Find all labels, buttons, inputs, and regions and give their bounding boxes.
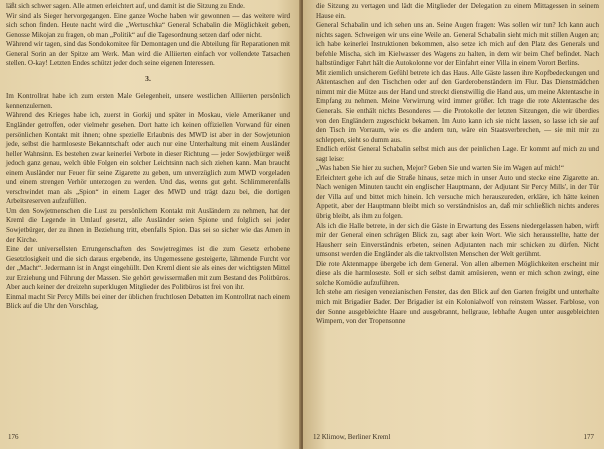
section-heading: 3. (145, 73, 151, 83)
right-page (303, 0, 604, 449)
paragraph: Im Kontrollrat habe ich zum ersten Male Gelegenheit, unsere westlichen Alliierten persönlich kennenzulernen. (6, 92, 290, 110)
paragraph: „Was haben Sie hier zu suchen, Mejor? Geben Sie und warten Sie im Wagen auf mich!“ (316, 164, 565, 173)
paragraph: Wir sind als Sieger hervorgegangen. Eine ganze Woche haben wir gewonnen — das weitere wird sich schon finden. Heute nacht wird die „Wertuschka“ General Schabalin die Möglichkeit geben, Genosse Mikojan zu fragen, ob man „Politik“ auf die Tagesordnung setzen darf oder nicht. (6, 11, 290, 39)
page-number-right: 177 (583, 433, 594, 441)
paragraph: Endlich erlöst General Schabalin selbst mich aus der peinlichen Lage. Er kommt auf mich zu und sagt leise: (316, 145, 599, 163)
paragraph: Während wir tagen, sind das Sondokomitee für Demontagen und die Abteilung für Reparationen mit General Sorin an der Spitze am Werk. Man wird die Alliierten einfach vor vollendete Tatsachen stellen. O-kay! Letzten Endes schützt jeder doch seine eigenen Interessen. (6, 40, 290, 68)
paragraph: Ich stehe am riesigen venezianischen Fenster, das den Blick auf den Garten freigibt und unterhalte mich mit Brigadier Bader. Der Brigadier ist ein Kolonialwolf von reinstem Wasser. Farblose, von der Sonne ausgebleichte Haare und ausgebrannt, hellgraue, lebhafte Augen unter ausgebleichten Wimpern, von der Tropensonne (316, 288, 599, 326)
paragraph: Während des Krieges habe ich, zuerst in Gorkij und später in Moskau, viele Amerikaner und Engländer getroffen, oder vielmehr gesehen. Dort hatte ich keinen offiziellen Vorwand für einen persönlichen Kontakt mit ihnen; ohne spezielle Erlaubnis des MWD ist aber in der Sowjetunion jede, selbst die harmloseste Bekanntschaft oder auch nur eine Unterhaltung mit einem Ausländer heller Wahnsinn. Es bestehen zwar keinerlei Verbote in dieser Richtung — jeder Sowjetbürger weiß jedoch ganz genau, welch üble Folgen ein solcher Leichtsinn nach sich ziehen kann. Man braucht einem Ausländer nur Feuer für seine Zigarette zu geben, um unverzüglich zum MWD vorgeladen und einem strengen Verhör unterzogen zu werden. Und das, wenns gut geht. Schlimmerenfalls verschwindet man als „Spion“ in einem Lager des MWD und trägt dazu bei, die dortigen Arbeitsreserven aufzufüllen. (6, 111, 290, 206)
right-page-text (316, 2, 599, 327)
signature-mark: 12 Klimow, Berliner Kreml (313, 433, 391, 441)
paragraph: die Sitzung zu vertagen und lädt die Mitglieder der Delegation zu einem Mittagessen in seinem Hause ein. (316, 2, 599, 20)
paragraph: Als ich die Halle betrete, in der sich die Gäste in Erwartung des Essens niedergelassen haben, wirft mir der General einen schrägen Blick zu, sagt aber kein Wort. Wie sich herausstellte, hatte der Hausherr sein Einverständnis erbeten, seinen Adjutanten nach mir schicken zu dürfen. Nicht umsonst werden die Engländer als die taktvollsten Menschen der Welt gerühmt. (316, 221, 599, 259)
left-page-text (6, 2, 290, 312)
left-page (0, 0, 301, 449)
page-number-left: 176 (8, 433, 19, 441)
paragraph: Um den Sowjetmenschen die Lust zu persönlichem Kontakt mit Ausländern zu nehmen, hat der Kreml die Legende in Umlauf gesetzt, alle Ausländer seien Spione und folglich sei jeder Sowjetbürger, der zu ihnen in Beziehung tritt, ebenfalls Spion. Das sei so sicher wie das Amen in der Kirche. (6, 206, 290, 244)
paragraph: läßt sich schwer sagen. Alle atmen erleichtert auf, und damit ist die Sitzung zu Ende. (6, 2, 245, 10)
paragraph: Einmal macht Sir Percy Mills bei einer der üblichen fruchtlosen Debatten im Kontrollrat nach einem Blick auf die Uhr den Vorschlag, (6, 292, 290, 311)
paragraph: Mit ziemlich unsicherem Gefühl betrete ich das Haus. Alle Gäste lassen ihre Kopfbedeckungen und Aktentaschen auf den Tischchen oder auf den Garderobenständern im Flur. Das Dienstmädchen nimmt mir die Mütze aus der Hand und streckt dienstwillig die Hand aus, um meine Aktentasche in Empfang zu nehmen. Meine Verwirrung wird immer größer. Ich trage die rote Aktentasche des Generals. Sie enthält nichts Besonderes — die Protokolle der letzten Sitzungen, die wir überdies von den Engländern zugeschickt bekamen. Im Auto kann ich sie nicht lassen, so lasse ich sie auf den Tisch im Vorraum, wie es die andern tun, wäre ein Staatsverbrechen, — sie mit mir zu schleppen, sieht so dumm aus. (316, 68, 599, 144)
paragraph: General Schabalin und ich sehen uns an. Seine Augen fragen: Was sollen wir tun? Ich kann auch nichts sagen. Schweigen wir uns eine Weile an. General Schabalin sieht mich mit stillen Augen an; ich habe keinerlei Instruktionen bekommen, also setze ich mich auf den Platz des Generals und befehle Mischa, sich im Kielwasser des Wagens zu halten, in dem wir beim Chef befindet. Nach halbstündiger Fahrt hält die Autokolonne vor der Einfahrt einer Villa in einem Vorort Berlins. (316, 21, 599, 68)
paragraph: Eine der universellsten Errungenschaften des Sowjetregimes ist die zum Gesetz erhobene Gesetzlosigkeit und die sich daraus ergebende, ins Ungemessene gesteigerte, lähmende Furcht vor der „Macht“. Jedermann ist in Angst eingehüllt. Den Kreml dient sie als eines der wichtigsten Mittel zur Erziehung und Führung der Massen. Sie gehört gewissermaßen mit zum Bestand des Politbüros. Aber auch keiner der dreizehn superklugen Mitglieder des Politbüros ist frei von ihr. (6, 245, 290, 292)
paragraph: Die rote Aktenmappe übergebe ich dem General. Von allen albernen Möglichkeiten erscheint mir diese als die harmloseste. Soll er sich selbst damit amüsieren, wenn er mich schon zwingt, eine solche Komödie aufzuführen. (316, 259, 599, 287)
paragraph: Erleichtert gehe ich auf die Straße hinaus, setze mich in unser Auto und stecke eine Zigarette an. Nach wenigen Minuten taucht ein englischer Hauptmann, der Adjutant Sir Percy Mills', in der Tür der Villa auf und bittet mich hinein. Ich versuche mich herauszureden, erkläre, ich hätte keinen Appetit, aber der Hauptmann bleibt mich so verständnislos an, daß mir schließlich nichts anderes übrig bleibt, als ihm zu folgen. (316, 173, 599, 221)
